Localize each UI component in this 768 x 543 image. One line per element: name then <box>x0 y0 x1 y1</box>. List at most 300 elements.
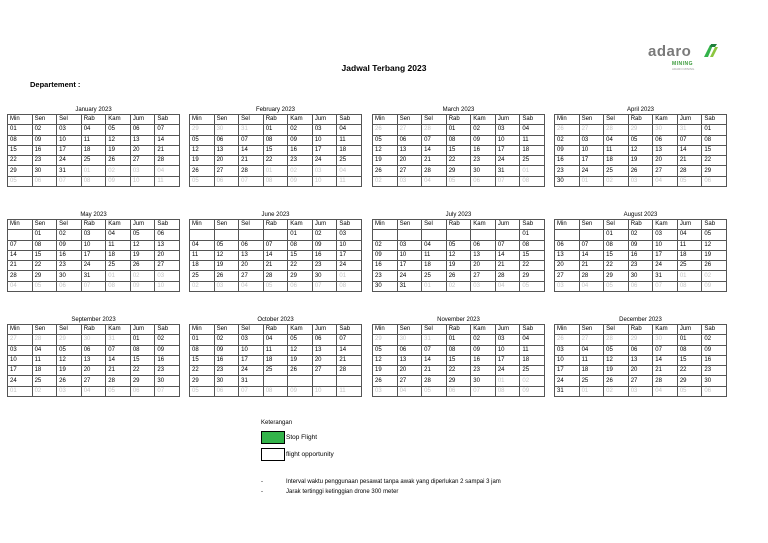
week-row <box>8 166 180 176</box>
day-cell: 03 <box>495 335 520 345</box>
day-cell: 07 <box>653 345 678 355</box>
month-name: January 2023 <box>75 107 112 113</box>
day-cell: 14 <box>337 345 362 355</box>
day-cell: 03 <box>397 240 422 250</box>
day-cell: 12 <box>57 355 82 365</box>
day-cell: 18 <box>677 250 702 260</box>
day-cell: 30 <box>155 376 180 386</box>
day-cell: 06 <box>555 240 580 250</box>
note-text: Jarak tertinggi ketinggian drone 300 meter <box>286 489 399 495</box>
week-row <box>190 135 362 145</box>
week-row <box>555 176 727 186</box>
day-cell: 27 <box>239 271 264 281</box>
day-cell: 26 <box>190 166 215 176</box>
day-cell: 10 <box>312 386 337 396</box>
day-cell: 10 <box>130 176 155 186</box>
weekday-header-row <box>8 115 180 125</box>
day-cell: 14 <box>422 145 447 155</box>
day-cell: 25 <box>520 366 545 376</box>
day-cell: 06 <box>628 345 653 355</box>
day-cell: 07 <box>239 176 264 186</box>
day-cell: 01 <box>579 176 604 186</box>
day-cell: 05 <box>106 125 131 135</box>
weekday-header: Jum <box>130 220 155 230</box>
day-cell: 01 <box>446 125 471 135</box>
day-cell: 05 <box>628 135 653 145</box>
day-cell: 09 <box>555 145 580 155</box>
day-cell: 06 <box>628 281 653 291</box>
weekday-header: Sel <box>422 115 447 125</box>
day-cell: 23 <box>628 261 653 271</box>
day-cell: 09 <box>214 345 239 355</box>
day-cell: 27 <box>555 271 580 281</box>
day-cell: 31 <box>81 271 106 281</box>
day-cell: 06 <box>57 281 82 291</box>
weekday-header: Min <box>190 115 215 125</box>
day-cell: 01 <box>446 335 471 345</box>
weekday-header: Kam <box>653 220 678 230</box>
week-row <box>190 240 362 250</box>
day-cell: 24 <box>57 156 82 166</box>
day-cell: 17 <box>337 250 362 260</box>
day-cell: 09 <box>288 135 313 145</box>
day-cell: 22 <box>446 156 471 166</box>
day-cell: 07 <box>471 386 496 396</box>
week-row <box>8 125 180 135</box>
week-row <box>190 281 362 291</box>
weekday-header: Sab <box>155 220 180 230</box>
month-name: August 2023 <box>623 212 658 218</box>
day-cell: 05 <box>263 281 288 291</box>
weekday-header: Min <box>373 220 398 230</box>
day-cell: 13 <box>239 250 264 260</box>
weekday-header: Sab <box>155 325 180 335</box>
day-cell: 02 <box>604 176 629 186</box>
day-cell <box>373 230 398 240</box>
day-cell: 19 <box>130 250 155 260</box>
day-cell: 15 <box>677 355 702 365</box>
weekday-header: Sab <box>520 115 545 125</box>
day-cell: 05 <box>373 345 398 355</box>
day-cell: 29 <box>130 376 155 386</box>
weekday-header-row <box>190 115 362 125</box>
day-cell: 08 <box>520 176 545 186</box>
month-name: July 2023 <box>445 212 472 218</box>
weekday-header: Jum <box>677 220 702 230</box>
day-cell: 22 <box>520 261 545 271</box>
day-cell: 11 <box>337 135 362 145</box>
day-cell: 17 <box>555 366 580 376</box>
day-cell: 06 <box>32 176 57 186</box>
weekday-header: Rab <box>81 115 106 125</box>
day-cell: 08 <box>263 176 288 186</box>
day-cell: 25 <box>81 156 106 166</box>
day-cell: 22 <box>446 366 471 376</box>
day-cell: 25 <box>579 376 604 386</box>
month-table <box>7 324 180 397</box>
day-cell: 07 <box>263 240 288 250</box>
day-cell: 14 <box>677 145 702 155</box>
weekday-header: Sab <box>337 115 362 125</box>
weekday-header: Kam <box>288 115 313 125</box>
day-cell: 23 <box>32 156 57 166</box>
day-cell: 29 <box>604 271 629 281</box>
day-cell: 03 <box>555 345 580 355</box>
week-row <box>190 335 362 345</box>
week-row <box>8 386 180 396</box>
week-row <box>373 261 545 271</box>
day-cell: 27 <box>579 125 604 135</box>
day-cell: 18 <box>604 156 629 166</box>
day-cell: 09 <box>32 135 57 145</box>
weekday-header: Kam <box>106 325 131 335</box>
day-cell: 04 <box>337 166 362 176</box>
day-cell: 01 <box>106 271 131 281</box>
day-cell: 30 <box>555 176 580 186</box>
day-cell: 11 <box>604 145 629 155</box>
weekday-header: Min <box>373 325 398 335</box>
day-cell: 25 <box>677 261 702 271</box>
weekday-header: Sel <box>239 220 264 230</box>
day-cell: 06 <box>446 386 471 396</box>
day-cell: 13 <box>397 145 422 155</box>
day-cell: 22 <box>130 366 155 376</box>
day-cell: 05 <box>604 345 629 355</box>
weekday-header-row <box>555 325 727 335</box>
day-cell: 07 <box>8 240 33 250</box>
day-cell: 01 <box>263 166 288 176</box>
day-cell: 05 <box>677 386 702 396</box>
day-cell: 31 <box>555 386 580 396</box>
month-calendar <box>7 106 180 187</box>
month-calendar <box>189 316 362 397</box>
day-cell: 06 <box>239 240 264 250</box>
day-cell: 13 <box>155 240 180 250</box>
day-cell: 26 <box>214 271 239 281</box>
day-cell: 17 <box>81 250 106 260</box>
week-row <box>8 250 180 260</box>
day-cell: 10 <box>653 240 678 250</box>
week-row <box>373 376 545 386</box>
month-name: December 2023 <box>619 317 662 323</box>
day-cell: 08 <box>288 240 313 250</box>
week-row <box>373 386 545 396</box>
week-row <box>555 156 727 166</box>
day-cell: 08 <box>446 345 471 355</box>
day-cell <box>555 230 580 240</box>
day-cell: 29 <box>628 125 653 135</box>
day-cell: 18 <box>579 366 604 376</box>
day-cell: 17 <box>579 156 604 166</box>
day-cell: 09 <box>471 135 496 145</box>
weekday-header: Sel <box>239 115 264 125</box>
day-cell: 02 <box>471 125 496 135</box>
day-cell: 03 <box>397 176 422 186</box>
month-name: February 2023 <box>255 107 296 113</box>
day-cell: 04 <box>677 230 702 240</box>
day-cell: 04 <box>653 176 678 186</box>
day-cell: 01 <box>702 125 727 135</box>
day-cell: 18 <box>520 355 545 365</box>
day-cell: 13 <box>471 250 496 260</box>
week-row <box>555 230 727 240</box>
month-calendar <box>554 211 727 292</box>
day-cell: 14 <box>653 355 678 365</box>
day-cell: 09 <box>702 281 727 291</box>
weekday-header: Jum <box>677 325 702 335</box>
day-cell: 09 <box>288 176 313 186</box>
week-row <box>373 176 545 186</box>
day-cell: 30 <box>57 271 82 281</box>
day-cell: 09 <box>471 345 496 355</box>
day-cell: 24 <box>337 261 362 271</box>
day-cell: 04 <box>520 125 545 135</box>
week-row <box>8 230 180 240</box>
day-cell: 01 <box>337 271 362 281</box>
week-row <box>190 271 362 281</box>
day-cell: 12 <box>373 145 398 155</box>
day-cell: 02 <box>555 135 580 145</box>
day-cell: 04 <box>604 135 629 145</box>
day-cell: 23 <box>702 366 727 376</box>
month-calendar <box>189 211 362 292</box>
day-cell: 05 <box>190 176 215 186</box>
day-cell: 04 <box>422 176 447 186</box>
week-row <box>373 166 545 176</box>
day-cell: 06 <box>397 135 422 145</box>
week-row <box>555 125 727 135</box>
weekday-header: Jum <box>130 325 155 335</box>
day-cell: 26 <box>57 376 82 386</box>
day-cell: 07 <box>579 240 604 250</box>
day-cell: 27 <box>155 261 180 271</box>
day-cell: 16 <box>312 250 337 260</box>
legend-swatch-green <box>261 431 285 444</box>
day-cell: 07 <box>422 345 447 355</box>
weekday-header: Kam <box>471 325 496 335</box>
day-cell: 05 <box>106 386 131 396</box>
day-cell: 13 <box>214 145 239 155</box>
month-calendar <box>554 106 727 187</box>
day-cell: 29 <box>288 271 313 281</box>
day-cell: 09 <box>130 281 155 291</box>
day-cell: 01 <box>520 166 545 176</box>
day-cell: 19 <box>628 156 653 166</box>
day-cell: 08 <box>32 240 57 250</box>
day-cell: 20 <box>239 261 264 271</box>
day-cell: 19 <box>57 366 82 376</box>
day-cell: 19 <box>702 250 727 260</box>
day-cell: 25 <box>337 156 362 166</box>
day-cell <box>422 230 447 240</box>
weekday-header: Sel <box>604 115 629 125</box>
day-cell: 05 <box>373 135 398 145</box>
day-cell: 27 <box>81 376 106 386</box>
month-name: March 2023 <box>442 107 475 113</box>
week-row <box>373 156 545 166</box>
day-cell <box>397 230 422 240</box>
day-cell: 24 <box>8 376 33 386</box>
day-cell: 03 <box>628 386 653 396</box>
day-cell: 24 <box>81 261 106 271</box>
month-table <box>554 324 727 397</box>
week-row <box>190 250 362 260</box>
month-table <box>554 114 727 187</box>
day-cell: 15 <box>130 355 155 365</box>
day-cell: 26 <box>130 261 155 271</box>
day-cell: 28 <box>653 376 678 386</box>
day-cell: 28 <box>604 335 629 345</box>
day-cell: 09 <box>288 386 313 396</box>
day-cell: 07 <box>239 386 264 396</box>
weekday-header: Sen <box>214 115 239 125</box>
day-cell: 03 <box>312 125 337 135</box>
weekday-header: Rab <box>628 220 653 230</box>
day-cell: 26 <box>106 156 131 166</box>
day-cell: 08 <box>337 281 362 291</box>
weekday-header: Rab <box>263 220 288 230</box>
day-cell: 01 <box>677 271 702 281</box>
day-cell: 12 <box>702 240 727 250</box>
day-cell: 20 <box>130 145 155 155</box>
day-cell: 21 <box>653 366 678 376</box>
day-cell: 02 <box>604 386 629 396</box>
day-cell: 17 <box>57 145 82 155</box>
company-logo <box>648 43 728 73</box>
weekday-header: Sab <box>702 325 727 335</box>
day-cell: 08 <box>263 135 288 145</box>
day-cell: 03 <box>130 166 155 176</box>
day-cell: 10 <box>81 240 106 250</box>
weekday-header: Sen <box>32 325 57 335</box>
day-cell: 08 <box>106 281 131 291</box>
week-row <box>190 166 362 176</box>
day-cell: 31 <box>495 166 520 176</box>
day-cell: 28 <box>495 271 520 281</box>
day-cell: 28 <box>32 335 57 345</box>
month-name: October 2023 <box>257 317 294 323</box>
day-cell: 15 <box>702 145 727 155</box>
week-row <box>555 271 727 281</box>
weekday-header: Sab <box>520 325 545 335</box>
weekday-header: Min <box>373 115 398 125</box>
day-cell: 30 <box>32 166 57 176</box>
day-cell: 07 <box>495 240 520 250</box>
day-cell: 05 <box>702 230 727 240</box>
month-calendar <box>189 106 362 187</box>
day-cell: 02 <box>32 125 57 135</box>
day-cell: 05 <box>190 135 215 145</box>
day-cell: 05 <box>190 386 215 396</box>
day-cell: 02 <box>106 166 131 176</box>
day-cell: 21 <box>422 156 447 166</box>
day-cell: 26 <box>373 166 398 176</box>
day-cell: 22 <box>190 366 215 376</box>
day-cell: 11 <box>677 240 702 250</box>
logo-subtitle: MINING <box>672 61 694 67</box>
week-row <box>8 335 180 345</box>
day-cell: 18 <box>263 355 288 365</box>
day-cell: 27 <box>397 166 422 176</box>
day-cell: 16 <box>57 250 82 260</box>
day-cell: 09 <box>57 240 82 250</box>
day-cell: 05 <box>57 345 82 355</box>
day-cell: 23 <box>288 156 313 166</box>
day-cell: 30 <box>397 335 422 345</box>
day-cell: 16 <box>471 145 496 155</box>
day-cell: 28 <box>337 366 362 376</box>
day-cell: 31 <box>422 335 447 345</box>
day-cell: 06 <box>471 240 496 250</box>
weekday-header: Sab <box>520 220 545 230</box>
day-cell: 02 <box>628 230 653 240</box>
day-cell: 22 <box>288 261 313 271</box>
day-cell: 27 <box>8 335 33 345</box>
day-cell: 04 <box>422 240 447 250</box>
day-cell: 01 <box>32 230 57 240</box>
day-cell: 10 <box>57 135 82 145</box>
page-title: Jadwal Terbang 2023 <box>341 63 427 73</box>
weekday-header: Kam <box>288 325 313 335</box>
day-cell: 07 <box>57 176 82 186</box>
day-cell: 03 <box>57 125 82 135</box>
weekday-header: Jum <box>677 115 702 125</box>
day-cell: 10 <box>337 240 362 250</box>
weekday-header: Kam <box>471 220 496 230</box>
day-cell: 08 <box>446 135 471 145</box>
day-cell: 05 <box>446 176 471 186</box>
week-row <box>373 145 545 155</box>
month-table <box>189 114 362 187</box>
day-cell: 22 <box>263 156 288 166</box>
day-cell: 06 <box>214 176 239 186</box>
day-cell: 18 <box>520 145 545 155</box>
day-cell: 20 <box>214 156 239 166</box>
day-cell: 03 <box>8 345 33 355</box>
weekday-header: Sab <box>337 325 362 335</box>
month-calendar <box>7 316 180 397</box>
week-row <box>190 156 362 166</box>
day-cell: 20 <box>397 156 422 166</box>
weekday-header: Sab <box>702 115 727 125</box>
weekday-header: Sab <box>702 220 727 230</box>
day-cell: 06 <box>312 335 337 345</box>
week-row <box>555 386 727 396</box>
day-cell: 29 <box>702 166 727 176</box>
day-cell: 26 <box>288 366 313 376</box>
day-cell: 22 <box>702 156 727 166</box>
day-cell: 12 <box>190 145 215 155</box>
department-label: Departement : <box>30 80 81 89</box>
legend-item-stop-flight <box>261 430 334 444</box>
weekday-header: Rab <box>263 115 288 125</box>
day-cell: 02 <box>446 281 471 291</box>
day-cell: 28 <box>8 271 33 281</box>
day-cell: 16 <box>155 355 180 365</box>
weekday-header: Min <box>8 325 33 335</box>
week-row <box>373 366 545 376</box>
weekday-header: Sen <box>579 220 604 230</box>
day-cell: 07 <box>155 125 180 135</box>
day-cell: 02 <box>702 335 727 345</box>
day-cell: 23 <box>555 166 580 176</box>
day-cell: 08 <box>604 240 629 250</box>
day-cell: 08 <box>495 386 520 396</box>
weekday-header-row <box>373 325 545 335</box>
day-cell: 01 <box>8 125 33 135</box>
day-cell: 29 <box>520 271 545 281</box>
day-cell: 26 <box>628 166 653 176</box>
